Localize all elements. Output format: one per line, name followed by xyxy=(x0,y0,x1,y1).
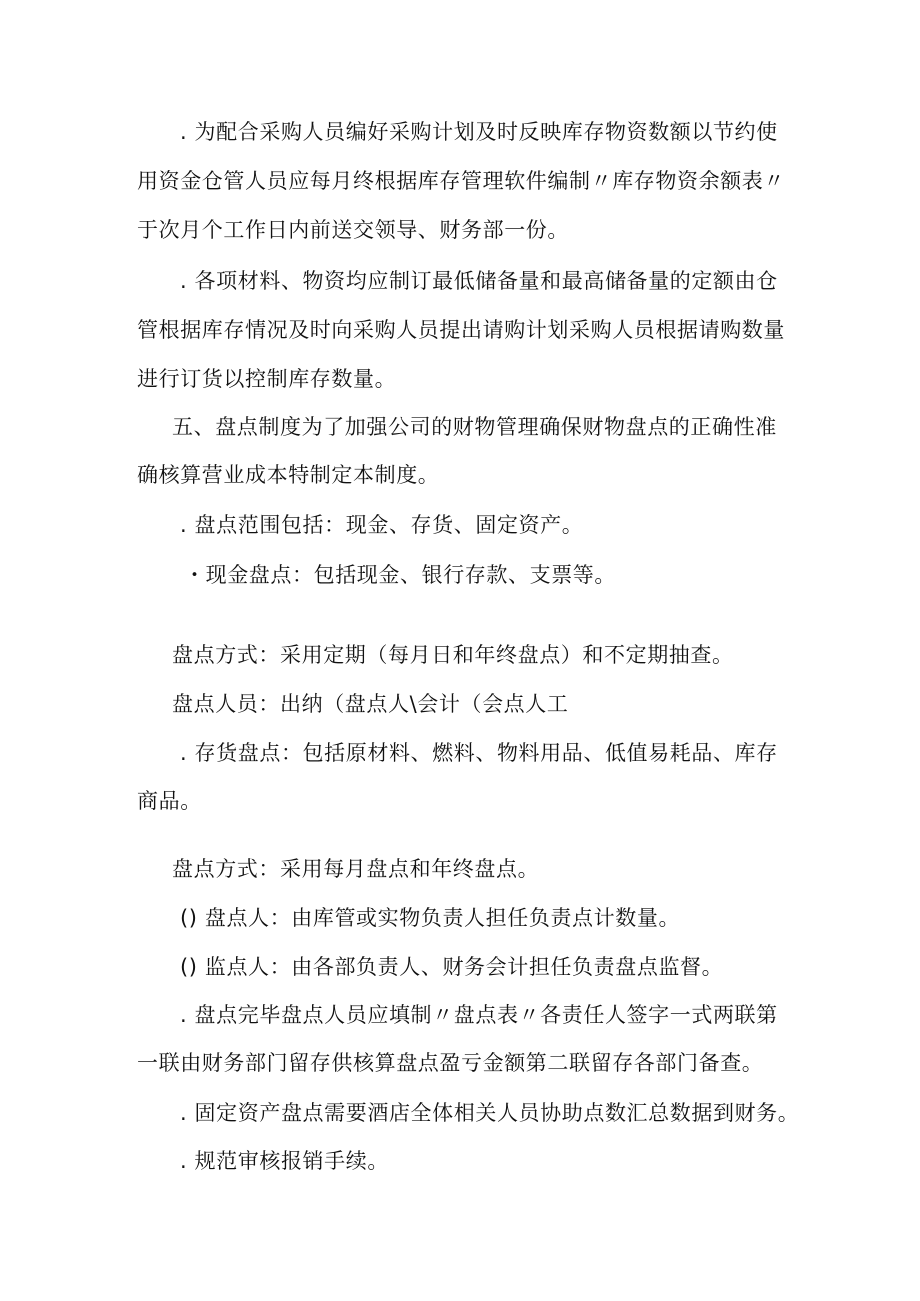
paragraph-line: 商品。 xyxy=(137,789,202,813)
paragraph-line: 盘点方式：采用定期（每月日和年终盘点）和不定期抽查。 xyxy=(172,643,734,667)
paragraph-line: () 监点人：由各部负责人、财务会计担任负责盘点监督。 xyxy=(180,955,724,979)
paragraph-line: 一联由财务部门留存供核算盘点盈亏金额第二联留存各部门备查。 xyxy=(137,1051,764,1075)
paragraph-line: . 为配合采购人员编好采购计划及时反映库存物资数额以节约使 xyxy=(180,120,778,144)
paragraph-line: . 盘点范围包括：现金、存货、固定资产。 xyxy=(180,513,584,537)
paragraph-line: . 盘点完毕盘点人员应填制〃盘点表〃各责任人签字一式两联第 xyxy=(180,1003,778,1027)
paragraph-line: 进行订货以控制库存数量。 xyxy=(137,367,397,391)
paragraph-line: . 固定资产盘点需要酒店全体相关人员协助点数汇总数据到财务。 xyxy=(180,1101,800,1125)
paragraph-line: . 规范审核报销手续。 xyxy=(180,1149,389,1173)
paragraph-line: 于次月个工作日内前送交领导、财务部一份。 xyxy=(137,218,569,242)
paragraph-line: 盘点方式：采用每月盘点和年终盘点。 xyxy=(172,857,540,881)
paragraph-line: 管根据库存情况及时向采购人员提出请购计划采购人员根据请购数量 xyxy=(137,318,785,342)
paragraph-line: 确核算营业成本特制定本制度。 xyxy=(137,463,440,487)
section-heading-line: 五、盘点制度为了加强公司的财物管理确保财物盘点的正确性准 xyxy=(172,415,777,439)
paragraph-line: () 盘点人：由库管或实物负责人担任负责点计数量。 xyxy=(180,906,681,930)
paragraph-line: 盘点人员：出纳（盘点人\会计（会点人工 xyxy=(172,692,569,716)
paragraph-line: . 各项材料、物资均应制订最低储备量和最高储备量的定额由仓 xyxy=(180,269,778,293)
paragraph-line: . 存货盘点：包括原材料、燃料、物料用品、低值易耗品、库存 xyxy=(180,741,778,765)
paragraph-line: 用资金仓管人员应每月终根据库存管理软件编制〃库存物资余额表〃 xyxy=(137,169,785,193)
paragraph-line: ・现金盘点：包括现金、银行存款、支票等。 xyxy=(184,563,616,587)
